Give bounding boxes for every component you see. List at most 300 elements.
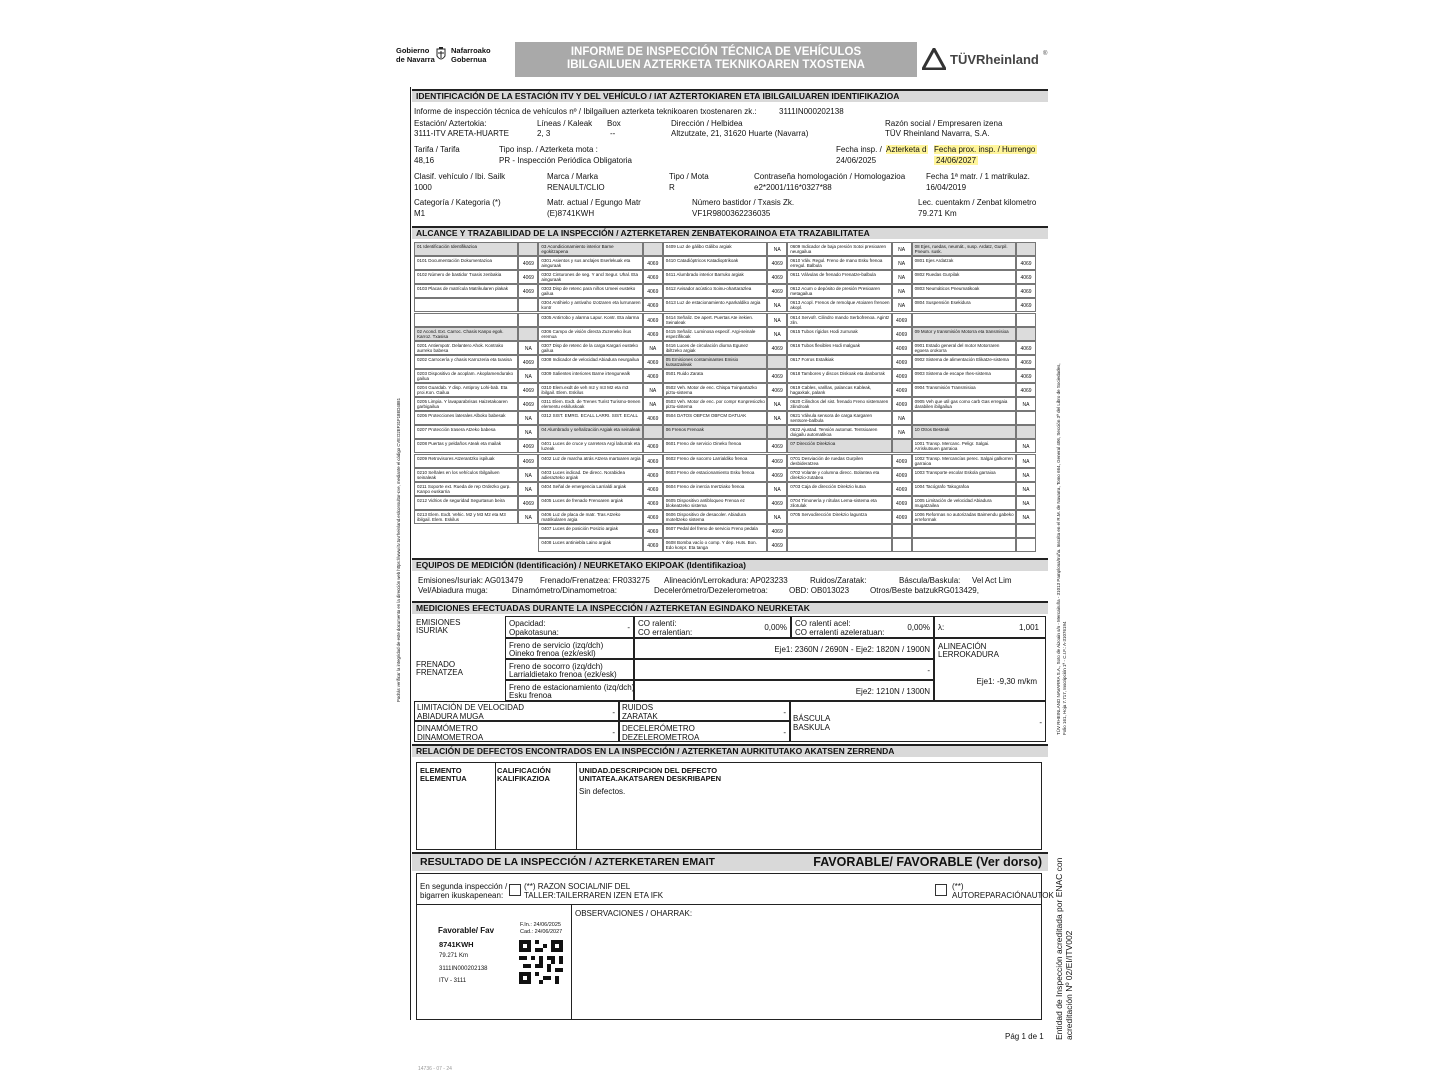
decel-label-1: DECELERÓMETRO xyxy=(622,724,695,733)
scope-item-value: 4069 xyxy=(1016,369,1036,383)
scope-item-value xyxy=(518,242,538,256)
park-brake-value-cell xyxy=(634,680,934,701)
sticker-cad: Cad.: 24/06/2027 xyxy=(520,929,563,935)
scope-item-label: 07 Dirección Direkzioa xyxy=(790,441,836,447)
scope-item-label: 0502 Veh. Motor de enc. Chispa Txinpartazko piztu-sistema xyxy=(665,385,758,395)
class-label: Clasif. vehículo / Ibi. Sailk xyxy=(414,172,506,181)
autorep-checkbox[interactable] xyxy=(935,884,947,896)
scope-item xyxy=(912,298,1016,312)
lambda-label: λ: xyxy=(938,623,945,632)
box-value: -- xyxy=(610,129,616,138)
scope-item xyxy=(663,538,767,552)
tuv-logo xyxy=(922,48,1052,72)
scope-item xyxy=(787,284,891,298)
scope-item-value: 4069 xyxy=(518,355,538,369)
tariff-value: 48,16 xyxy=(414,156,435,165)
scope-item-value: NA xyxy=(767,482,787,496)
scope-item xyxy=(663,256,767,270)
scope-item xyxy=(538,313,642,327)
scope-item-value: NA xyxy=(643,397,663,411)
scope-item-value: 4069 xyxy=(767,454,787,468)
scope-item-value: NA xyxy=(518,411,538,425)
scope-item-label: 0401 Luces de cruce y carretera Argi laburrak eta luzeak xyxy=(541,441,640,452)
scope-item xyxy=(912,256,1016,270)
scope-item-label: 0610 Válv. Regul. Freno de mano Esku frenoa erregul. Balbula xyxy=(790,258,883,269)
plate-value: (E)8741KWH xyxy=(547,209,595,218)
scope-item xyxy=(414,454,518,468)
scope-item-value xyxy=(1016,425,1036,439)
scope-item-label: 0802 Ruedas Gurpilak xyxy=(914,272,960,278)
company-register-note xyxy=(1056,225,1072,735)
noise-value: - xyxy=(783,708,786,717)
scope-item xyxy=(414,496,518,510)
scope-item xyxy=(414,270,518,284)
defects-section-title: RELACIÓN DE DEFECTOS ENCONTRADOS EN LA INSPECCIÓN / AZTERKETAN AURKITUTAKO AKATSEN ZERRENDA xyxy=(412,744,1048,757)
scope-item xyxy=(787,496,891,510)
scope-item-label: 0416 Luces de circulación diurna Egunez ibiltzeko argiak xyxy=(665,342,749,353)
dyn-label-1: DINAMÓMETRO xyxy=(417,724,478,733)
defects-col-desc-1: UNIDAD.DESCRIPCION DEL DEFECTO xyxy=(579,766,718,775)
homolog-value: e2*2001/116*0327*88 xyxy=(754,183,832,192)
scope-item xyxy=(538,425,642,439)
opacity-cell xyxy=(505,616,634,638)
scope-item xyxy=(912,468,1016,482)
scope-item xyxy=(663,397,767,411)
scope-item-label xyxy=(913,412,1015,413)
equip-alignment: Alineación/Lerrokadura: AP023233 xyxy=(664,576,788,585)
scope-item-value: NA xyxy=(767,397,787,411)
scope-item xyxy=(787,538,891,552)
scope-item xyxy=(538,468,642,482)
scope-item-value xyxy=(643,425,663,439)
scope-item-label: 0617 Forros Estalkiak xyxy=(790,356,834,362)
homolog-label: Contraseña homologación / Homologazioa xyxy=(754,172,906,181)
scope-item-label: 0503 Veh. Motor de enc. por compr Konpresiozko piztu-sistema xyxy=(665,399,765,410)
scope-item-value: 4069 xyxy=(1016,355,1036,369)
scope-item-value xyxy=(892,439,912,453)
scope-item-label: 0609 Indicador de baja presión Sotoi presioaren neurgailua xyxy=(790,244,887,254)
scope-item-label xyxy=(913,539,1015,540)
scope-item-value xyxy=(518,313,538,327)
ident-block xyxy=(414,105,1048,223)
scope-item xyxy=(912,454,1016,468)
scope-item-value: 4069 xyxy=(767,524,787,538)
scope-item-label: 0616 Tubos flexibles Hodi malguak xyxy=(790,342,860,348)
scope-item-value: NA xyxy=(892,256,912,270)
scope-item-label: 0608 Bomba vacío o comp. Y dep. Huts. Bon. Edo konpr. Eta tanga xyxy=(665,540,757,551)
scope-item-value: 4069 xyxy=(767,496,787,510)
scope-item-value xyxy=(1016,327,1036,341)
itv-sticker xyxy=(435,920,565,990)
scope-item-label: 0305 Antirrobo y alarma Lapur. Kontr. Eta alarma xyxy=(541,314,639,320)
scope-item xyxy=(663,383,767,397)
scope-item xyxy=(414,242,518,256)
speed-limit-cell xyxy=(414,701,619,721)
scope-item-label: 1006 Reformas no autorizadas Baimendu gabeko erreformak xyxy=(914,511,1014,522)
scope-item-value: NA xyxy=(518,341,538,355)
speed-label-1: LIMITACIÓN DE VELOCIDAD xyxy=(417,703,524,712)
scope-item-value: 4069 xyxy=(1016,256,1036,270)
scope-item-value xyxy=(518,298,538,312)
scope-item-label: 0410 Catadióptricos Katadioptrikoak xyxy=(665,258,739,264)
speed-label-2: ABIADURA MUGA xyxy=(417,712,484,721)
scope-item-label: 1002 Transp. Mercancías perec. Salgai galkorren garraioa xyxy=(914,455,1013,466)
scope-item-value: 4069 xyxy=(518,454,538,468)
scope-item-label: 0701 Desviación de ruedas Gurpilen desbideratzea xyxy=(790,455,863,466)
scope-item xyxy=(538,538,642,552)
scope-section-title: ALCANCE Y TRAZABILIDAD DE LA INSPECCIÓN / AZTERKETAREN ZENBATEKORAINOA ETA TRAZABILITATEA xyxy=(412,226,1048,239)
company-label: Razón social / Empresaren izena xyxy=(885,119,1003,128)
decel-value: - xyxy=(783,728,786,737)
scope-item-label: 0209 Retrovisores Atzerantzko ispiluak xyxy=(417,455,495,461)
brand-label: Marca / Marka xyxy=(547,172,599,181)
insp-type-value: PR - Inspección Periódica Obligatoria xyxy=(499,156,632,165)
scope-item-label: 0202 Carrocería y chasis Karrozeria eta txasisa xyxy=(417,356,512,362)
vin-label: Número bastidor / Txasis Zk. xyxy=(692,198,795,207)
park-label-1: Freno de estacionamiento (izq/dch) xyxy=(509,683,635,692)
equip-obd: OBD: OB013023 xyxy=(789,586,850,595)
scope-item-value: NA xyxy=(518,468,538,482)
scope-item xyxy=(663,425,767,439)
lines-value: 2, 3 xyxy=(537,129,551,138)
scope-item xyxy=(787,369,891,383)
scope-item-value: 4069 xyxy=(892,454,912,468)
dyn-label-2: DINAMOMETROA xyxy=(417,733,484,742)
scope-item-value: 4069 xyxy=(518,284,538,298)
scope-item-value xyxy=(1016,538,1036,552)
result-bar xyxy=(412,852,1048,871)
scope-item-value xyxy=(1016,411,1036,425)
coacel-cell xyxy=(791,616,934,638)
scope-item-label: 0612 Acum o depósito de presión Presioaren metagailua xyxy=(790,286,880,297)
scope-item xyxy=(414,341,518,355)
plate-label: Matr. actual / Egungo Matr xyxy=(547,198,641,207)
scope-item-value: 4069 xyxy=(1016,341,1036,355)
cve-verification-note xyxy=(396,262,404,702)
equip-dyn: Dinamómetro/Dinamometroa: xyxy=(512,586,617,595)
scope-item xyxy=(414,468,518,482)
equip-scale: Báscula/Baskula: xyxy=(899,576,961,585)
scope-item-label: 0903 Sistema de escape Ihes-sistema xyxy=(914,370,991,376)
observations-label: OBSERVACIONES / OHARRAK: xyxy=(575,909,693,918)
scope-item-value: 4069 xyxy=(643,411,663,425)
noise-label-2: ZARATAK xyxy=(622,712,658,721)
coacel-value: 0,00% xyxy=(907,623,930,632)
scope-item xyxy=(912,313,1016,327)
scope-item-value: 4069 xyxy=(643,482,663,496)
scope-item-label: 0406 Luz de placa de matr. Tras Atzeko matrikularen argia xyxy=(541,511,621,522)
speed-value: - xyxy=(612,708,615,717)
scope-item-label: 0102 Número de bastidor Txasis zenbakia xyxy=(417,272,502,278)
emis-label-2: ISURIAK xyxy=(416,626,449,635)
scope-item-label: 0411 Alumbrado interior Barruko argiak xyxy=(665,272,744,278)
scope-item-label: 0203 Dispositivo de acoplam. Akoplamendurako gailua xyxy=(417,370,514,381)
scope-item xyxy=(414,369,518,383)
triangle-icon xyxy=(922,48,946,70)
enac-line-1: Entidad de Inspección acreditada por ENAC con xyxy=(1054,857,1064,1040)
scope-item-label: 0311 Elem. Exdt. de Trenes Turist Turismo-trenen elementu eskiluskoak xyxy=(541,399,641,410)
align-label-1: ALINEACIÓN xyxy=(938,642,987,651)
scope-item xyxy=(912,425,1016,439)
brand-value: RENAULT/CLIO xyxy=(547,183,605,192)
scope-item-label: 0705 Servodirección Direkzio laguntza xyxy=(790,511,867,517)
scale-cell xyxy=(790,701,1046,742)
scope-item-value xyxy=(1016,313,1036,327)
service-value: Eje1: 2360N / 2690N - Eje2: 1820N / 1900N xyxy=(774,645,930,654)
scope-item-label: 0304 Antihielo y antivaho Izotzaren eta lurrunaren kontr xyxy=(541,300,641,311)
scope-item-value xyxy=(892,524,912,538)
equip-section-title: EQUIPOS DE MEDICIÓN (Identificación) / NEURKETAKO EKIPOAK (Identifikazioa) xyxy=(412,558,1048,571)
scope-item xyxy=(414,355,518,369)
alignment-cell xyxy=(934,638,1046,701)
scale-value: - xyxy=(1039,718,1042,727)
defects-col-grade-1: CALIFICACIÓN xyxy=(497,766,551,775)
reason-label-2: TALLER:TAILERRAREN IZEN ETA IFK xyxy=(524,891,664,900)
no-defects-text: Sin defectos. xyxy=(579,787,626,796)
scope-item-value: 4069 xyxy=(1016,383,1036,397)
lambda-value: 1,001 xyxy=(1018,623,1039,632)
sticker-report: 3111IN000202138 xyxy=(439,966,488,972)
scope-item-value: NA xyxy=(892,425,912,439)
scope-item-label: 0413 Luz de estacionamiento Aparkaldiko argia xyxy=(665,300,761,306)
scope-item-label: 06 Frenos Frenoak xyxy=(665,427,704,433)
scope-item-label: 0603 Freno de estacionamiento Esku frenoa xyxy=(665,469,755,475)
scope-item-label: 0504 DATOS OBFCM OBFCM DATUAK xyxy=(665,413,747,419)
scope-item-label: 04 Alumbrado y señalización Argiak eta seinaleak xyxy=(541,427,641,433)
scope-item-value: NA xyxy=(892,242,912,256)
measure-table xyxy=(414,616,1046,742)
decel-cell xyxy=(619,721,790,742)
scope-item-value: 4069 xyxy=(518,439,538,453)
scope-item xyxy=(538,482,642,496)
emerg-value: - xyxy=(927,666,930,675)
gov-name-eu-1: Nafarroako xyxy=(451,46,491,55)
defects-col-element-1: ELEMENTO xyxy=(420,766,462,775)
result-box xyxy=(416,873,1054,1020)
scope-item-value xyxy=(1016,524,1036,538)
scope-item xyxy=(538,524,642,538)
register-line-2: Folio 161, Hoja 7.717, Inscripción 1ª - C.I.F.: A-31076194 xyxy=(1061,621,1067,735)
scope-item xyxy=(414,383,518,397)
scope-item-value: NA xyxy=(892,411,912,425)
park-brake-label-cell xyxy=(505,680,634,701)
scope-item xyxy=(663,355,767,369)
scope-item xyxy=(787,411,891,425)
scope-item-label: 0606 Dispositivo de desacoler. Abiadura moteltzeko sistema xyxy=(665,511,746,522)
equip-decel: Decelerómetro/Dezelerometroa: xyxy=(654,586,768,595)
scope-item xyxy=(538,397,642,411)
scope-item xyxy=(663,468,767,482)
scope-item-value: NA xyxy=(767,298,787,312)
scope-item xyxy=(538,256,642,270)
scope-item-label: 1001 Transp. Mercanc. Peligr. Salgai. Arriskutsuen garraioa xyxy=(914,441,990,452)
sticker-itv: ITV - 3111 xyxy=(439,978,467,984)
scope-item-value: 4069 xyxy=(643,496,663,510)
box-label: Box xyxy=(607,119,621,128)
scope-item-value: 4069 xyxy=(643,270,663,284)
scope-item-value: 4069 xyxy=(643,524,663,538)
scope-item-label: 0208 Puertas y peldaños Ateak eta mailak xyxy=(417,441,502,447)
scope-item-value: 4069 xyxy=(643,468,663,482)
opacity-label-1: Opacidad: xyxy=(509,619,546,628)
scope-item-label: 0404 Señal de emergencia Larrialdi argiak xyxy=(541,483,626,489)
next-label-b: Fecha prox. insp. / Hurrengo xyxy=(934,145,1036,154)
gov-name-es-2: de Navarra xyxy=(396,55,435,64)
scope-item xyxy=(912,411,1016,425)
scope-item xyxy=(787,327,891,341)
scope-item xyxy=(787,439,891,453)
scope-item xyxy=(787,355,891,369)
category-label: Categoría / Kategoria (*) xyxy=(414,198,501,207)
scope-item xyxy=(787,397,891,411)
scope-item xyxy=(663,510,767,524)
scope-item-value: NA xyxy=(767,313,787,327)
scope-item-value: 4069 xyxy=(643,298,663,312)
scope-item xyxy=(787,524,891,538)
scope-item-value: NA xyxy=(518,482,538,496)
scope-item-label: 0412 Avisador acústico Soinu-ohartarazlea xyxy=(665,286,752,292)
scope-item-value: NA xyxy=(1016,496,1036,510)
scope-item-label: 0415 Señaliz. Luminosa especif. Argi-seinale espezifikoak xyxy=(665,328,756,339)
category-value: M1 xyxy=(414,209,426,218)
scope-item xyxy=(538,439,642,453)
equip-brakes: Frenado/Frenatzea: FR033275 xyxy=(540,576,650,585)
scope-item xyxy=(414,284,518,298)
opacity-label-2: Opakotasuna: xyxy=(509,628,559,637)
scope-item xyxy=(538,298,642,312)
scope-item-value: NA xyxy=(518,425,538,439)
scope-item xyxy=(538,454,642,468)
scope-item xyxy=(912,397,1016,411)
scope-item xyxy=(414,298,518,312)
equip-other: Otros/Beste batzukRG013429, xyxy=(870,586,979,595)
scope-item-label: 0206 Protecciones laterales Alboko babesak xyxy=(417,413,506,419)
scope-item-value: NA xyxy=(518,369,538,383)
scope-item xyxy=(912,341,1016,355)
scope-item-value: 4069 xyxy=(518,383,538,397)
scope-item-value: NA xyxy=(1016,454,1036,468)
register-line-1: TÜV RHEINLAND NAVARRA S.A., Soto de Aizoain s/n - Mercairuña - 31013 Pamplona/Iruña. Inscrita en el R.M. de Navarra, Tomo 664, General 406, Sección 3ª del Libro de Sociedades, xyxy=(1056,363,1061,735)
scope-item xyxy=(912,538,1016,552)
scope-item-value xyxy=(767,425,787,439)
scope-item xyxy=(787,341,891,355)
scope-item xyxy=(912,439,1016,453)
scope-item-value: 4069 xyxy=(643,538,663,552)
scope-item-label: 0905 Veh que util gas como carb Gas erregaia darabilen ibilgailua xyxy=(914,399,1008,410)
tariff-label: Tarifa / Tarifa xyxy=(414,145,460,154)
scope-item-label: 0904 Transmisión Transmisioa xyxy=(914,385,976,390)
scope-item xyxy=(414,327,518,341)
service-brake-value-cell xyxy=(634,638,934,659)
scope-item-value: NA xyxy=(892,284,912,298)
scope-item-value: 4069 xyxy=(892,341,912,355)
scope-item xyxy=(414,397,518,411)
emerg-label-2: Larrialdietako frenoa (ezk/esk) xyxy=(509,670,617,679)
shield-icon xyxy=(436,47,446,62)
scope-item-value: 4069 xyxy=(643,284,663,298)
scope-item xyxy=(538,327,642,341)
scope-item xyxy=(787,242,891,256)
scope-item-label: 08 Ejes, ruedas, neumát., susp. Ardatz, Gurpil. Pneum. susk. xyxy=(914,244,1008,254)
noise-label-1: RUIDOS xyxy=(622,703,654,712)
scope-item xyxy=(663,482,767,496)
scope-item-value xyxy=(518,327,538,341)
sticker-title: Favorable/ Fav xyxy=(438,926,495,935)
scope-item xyxy=(912,327,1016,341)
scope-item-label: 0212 Vidrios de seguridad Segurtasun beira xyxy=(417,497,505,503)
scope-item xyxy=(538,510,642,524)
scope-item xyxy=(538,355,642,369)
scope-item xyxy=(414,256,518,270)
scope-item-label: 0301 Asientos y sus anclajes Eserlekuak eta ainguraak xyxy=(541,258,631,269)
scope-item xyxy=(663,270,767,284)
scope-item-label xyxy=(788,539,890,540)
scope-item xyxy=(538,242,642,256)
scope-item-value: 4069 xyxy=(643,510,663,524)
scope-item-value: 4069 xyxy=(892,482,912,496)
scope-item xyxy=(414,482,518,496)
co-label-1: CO ralentí: xyxy=(638,619,677,628)
scope-item-value: NA xyxy=(1016,468,1036,482)
scope-item-label: 03 Acondicionamiento interior Barne egokitzapena xyxy=(541,244,614,254)
scope-item-label: 0307 Disp de retenc de la carga Kargari eusteko gailua xyxy=(541,342,638,353)
scope-item-value: NA xyxy=(767,242,787,256)
scope-item xyxy=(912,355,1016,369)
align-value: Eje1: -9,30 m/km xyxy=(976,677,1037,686)
scope-item-value: NA xyxy=(1016,482,1036,496)
scope-item xyxy=(414,313,518,327)
scope-item-value: NA xyxy=(1016,510,1036,524)
scope-item-value: 4069 xyxy=(892,327,912,341)
station-label: Estación/ Aztertokia: xyxy=(414,119,487,128)
scope-item-value: 4069 xyxy=(518,397,538,411)
scope-item-value: 4069 xyxy=(643,355,663,369)
scope-item-label xyxy=(913,525,1015,526)
scope-item xyxy=(538,383,642,397)
enac-note xyxy=(1054,850,1078,1040)
taller-checkbox[interactable] xyxy=(509,884,521,896)
scope-item-value: 4069 xyxy=(892,369,912,383)
scope-item xyxy=(538,496,642,510)
scope-item-label: 0602 Freno de socorro Larrialdiko frenoa xyxy=(665,455,748,461)
company-value: TÜV Rheinland Navarra, S.A. xyxy=(885,129,990,138)
scope-item xyxy=(538,270,642,284)
scope-item-label: 0804 Suspensión Esekidura xyxy=(914,300,971,306)
scope-item-label: 0103 Placas de matrícula Matrikularen plakak xyxy=(417,286,509,292)
emis-label-1: EMISIONES xyxy=(416,618,461,627)
scope-item-label: 0210 Señales en los vehículos Ibilgailuen seinaleak xyxy=(417,469,500,480)
scope-item-label: 1005 Limitación de velocidad Abiadura mugatzailea xyxy=(914,497,992,508)
dyn-cell xyxy=(414,721,619,742)
scope-item xyxy=(787,313,891,327)
scope-item xyxy=(414,411,518,425)
scope-item-label: 0205 Limpia. Y lavaparabrisas Haizetakoaren garbigailua xyxy=(417,399,508,410)
reason-label-1: (**) RAZON SOCIAL/NIF DEL xyxy=(524,882,631,891)
scope-item-value xyxy=(892,538,912,552)
scope-item xyxy=(787,425,891,439)
address-label: Dirección / Helbidea xyxy=(671,119,743,128)
scope-item xyxy=(663,341,767,355)
scope-item-label: 0409 Luz de gálibo Gálibo argiak xyxy=(665,244,732,249)
scope-item xyxy=(912,496,1016,510)
emerg-brake-label-cell xyxy=(505,659,634,680)
scope-item-value: 4069 xyxy=(767,468,787,482)
scope-item xyxy=(414,425,518,439)
scope-item-value: NA xyxy=(892,270,912,284)
gov-name-eu-2: Gobernua xyxy=(451,55,487,64)
address-value: Altzutzate, 21, 31620 Huarte (Navarra) xyxy=(671,129,809,138)
sticker-fin: F.In.: 24/06/2025 xyxy=(520,922,561,928)
